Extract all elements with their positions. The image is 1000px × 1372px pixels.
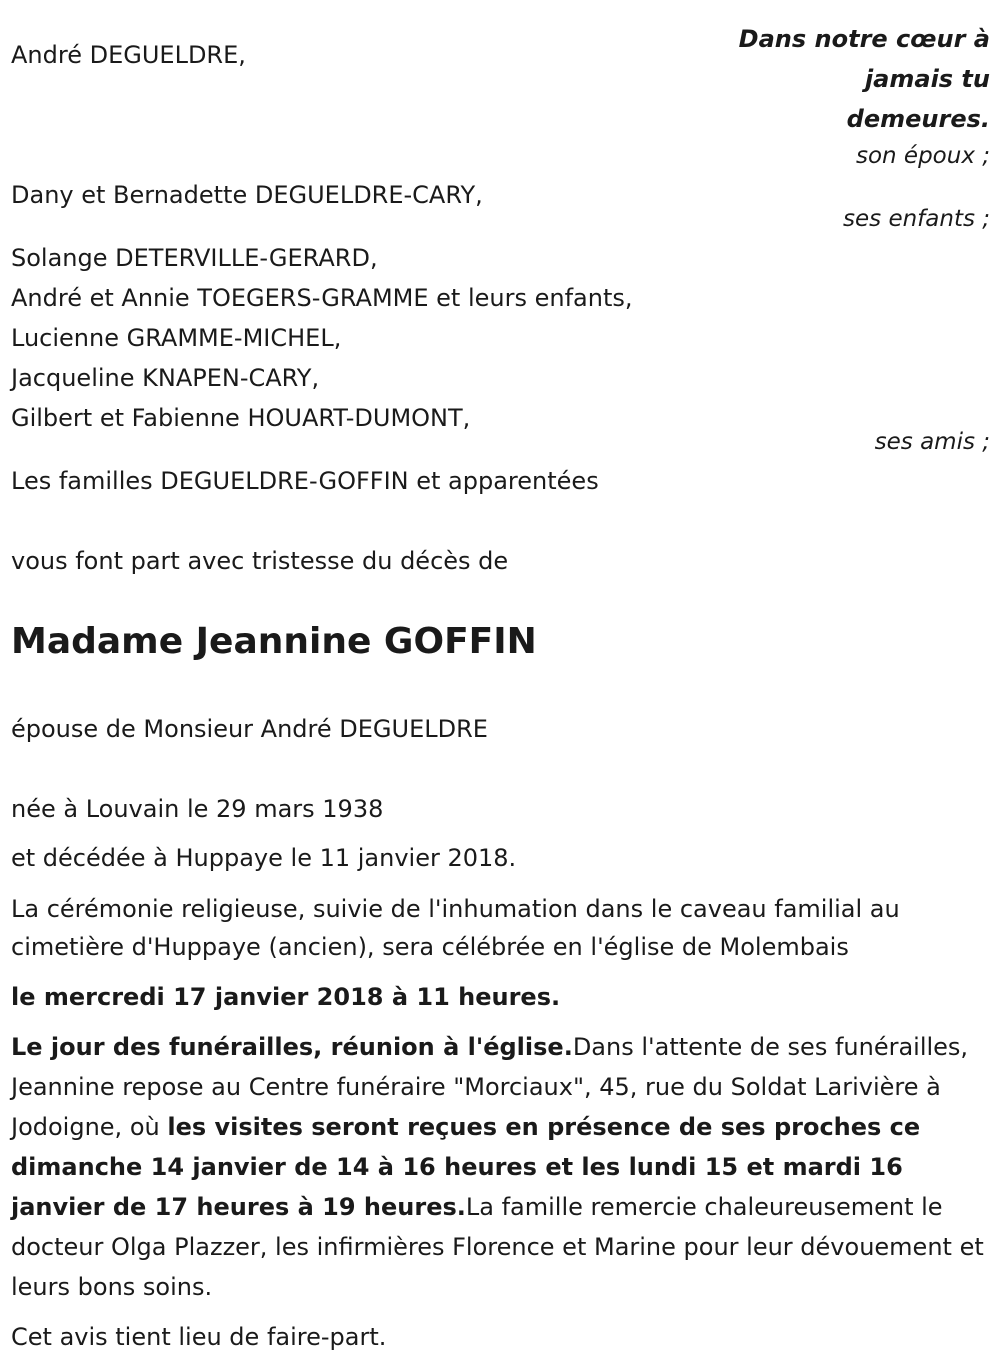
relatives: Les familles DEGUELDRE-GOFFIN et apparentées: [11, 467, 599, 495]
ceremony-line-1: La cérémonie religieuse, suivie de l'inhumation dans le caveau familial au: [11, 895, 900, 923]
details-text-2: La famille remercie chaleureusement le docteur Olga Plazzer, les infirmières Florence et Marine pour leur dévouement et leurs bons soins.: [11, 1193, 984, 1301]
closing-note: Cet avis tient lieu de faire-part.: [11, 1323, 387, 1351]
motto-line-1: Dans notre cœur à: [738, 25, 990, 53]
death-info: et décédée à Huppaye le 11 janvier 2018.: [11, 844, 517, 872]
children-role: ses enfants ;: [843, 206, 990, 232]
announcement: vous font part avec tristesse du décès de: [11, 547, 509, 575]
motto-line-2: jamais tu: [864, 65, 990, 93]
ceremony-line-2: cimetière d'Huppaye (ancien), sera célébrée en l'église de Molembais: [11, 933, 849, 961]
ceremony-datetime: le mercredi 17 janvier 2018 à 11 heures.: [11, 983, 561, 1011]
details-text-1: Dans l'attente de ses funérailles, Jeannine repose au Centre funéraire "Morciaux", 45, rue du Soldat Larivière à Jodoigne, où: [11, 1033, 969, 1141]
details-paragraph: [11, 1027, 991, 1307]
birth-info: née à Louvain le 29 mars 1938: [11, 795, 384, 823]
friend-4: Jacqueline KNAPEN-CARY,: [11, 364, 320, 392]
spouse-role: son époux ;: [855, 143, 990, 169]
friend-2: André et Annie TOEGERS-GRAMME et leurs enfants,: [11, 284, 633, 312]
details-bold-1: Le jour des funérailles, réunion à l'église.: [11, 1033, 573, 1061]
friend-5: Gilbert et Fabienne HOUART-DUMONT,: [11, 404, 471, 432]
motto-line-3: demeures.: [846, 105, 990, 133]
deceased-name: Madame Jeannine GOFFIN: [11, 621, 537, 662]
friends-role: ses amis ;: [874, 429, 990, 455]
details-bold-2: les visites seront reçues en présence de ses proches ce dimanche 14 janvier de 14 à 16 heures et les lundi 15 et mardi 16 janvier de 17 heures à 19 heures.: [11, 1113, 921, 1221]
spouse-of: épouse de Monsieur André DEGUELDRE: [11, 715, 488, 743]
friend-1: Solange DETERVILLE-GERARD,: [11, 244, 378, 272]
spouse-name: André DEGUELDRE,: [11, 41, 246, 69]
children-names: Dany et Bernadette DEGUELDRE-CARY,: [11, 181, 483, 209]
friend-3: Lucienne GRAMME-MICHEL,: [11, 324, 342, 352]
